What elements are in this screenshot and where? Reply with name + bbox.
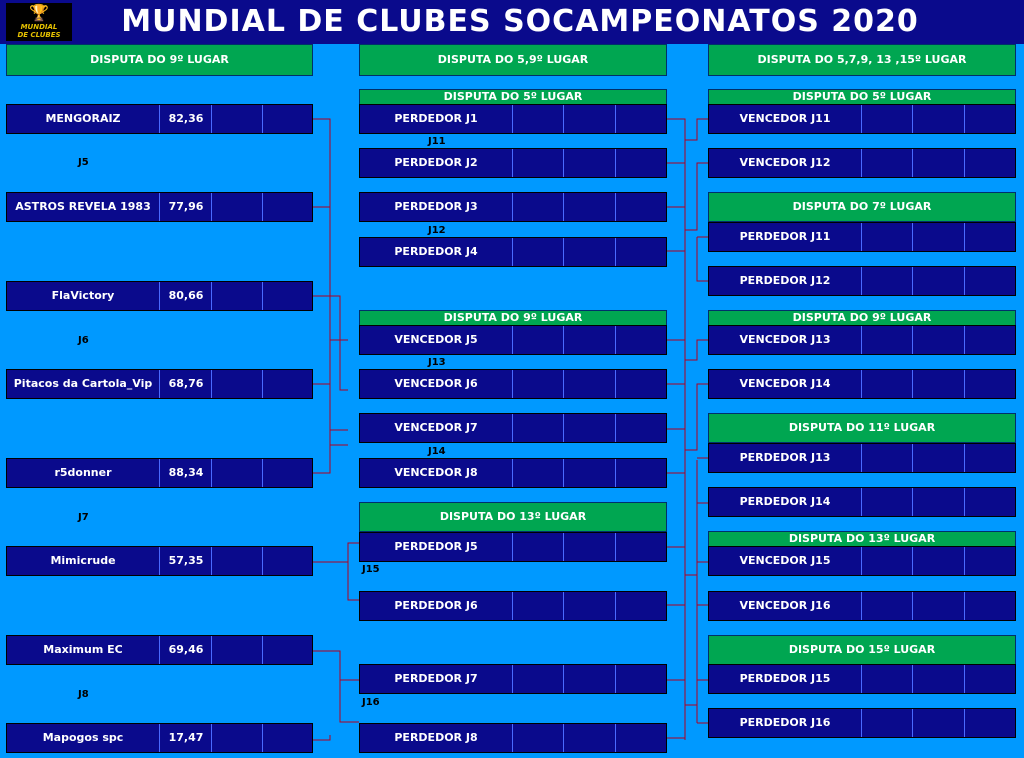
bracket-row <box>708 487 1016 517</box>
team-row <box>6 281 313 311</box>
team-name: FlaVictory <box>51 289 115 302</box>
score-cell <box>912 444 964 472</box>
score-cell <box>563 665 615 693</box>
col2-heading: DISPUTA DO 5,9º LUGAR <box>359 44 667 76</box>
team-name: VENCEDOR J13 <box>739 333 831 346</box>
bracket-row <box>708 266 1016 296</box>
team-name: VENCEDOR J16 <box>739 599 831 612</box>
score-cell <box>912 709 964 737</box>
game-label-j7: J7 <box>78 512 89 523</box>
score-cell <box>512 370 564 398</box>
score-cell <box>912 105 964 133</box>
col3-heading: DISPUTA DO 5,7,9, 13 ,15º LUGAR <box>708 44 1016 76</box>
score-cell <box>262 459 314 487</box>
score-cell <box>211 193 263 221</box>
score-cell <box>861 665 913 693</box>
score-cell <box>964 370 1016 398</box>
team-name: PERDEDOR J7 <box>394 672 478 685</box>
score-cell <box>964 488 1016 516</box>
score-cell <box>912 370 964 398</box>
score-cell <box>964 592 1016 620</box>
game-label-j6: J6 <box>78 335 89 346</box>
logo-subtext: DE CLUBES <box>17 31 61 39</box>
score-cell <box>861 267 913 295</box>
team-name: VENCEDOR J14 <box>739 377 831 390</box>
game-label-j5: J5 <box>78 157 89 168</box>
team-score: 80,66 <box>159 282 212 310</box>
score-cell <box>615 193 667 221</box>
col3-section-11th: DISPUTA DO 11º LUGAR <box>708 413 1016 443</box>
score-cell <box>615 724 667 752</box>
score-cell <box>912 326 964 354</box>
score-cell <box>211 636 263 664</box>
score-cell <box>861 547 913 575</box>
score-cell <box>262 636 314 664</box>
col2-section-5th: DISPUTA DO 5º LUGAR <box>359 89 667 105</box>
bracket-row <box>359 458 667 488</box>
team-row <box>6 458 313 488</box>
game-label-j13: J13 <box>428 357 446 368</box>
bracket-row <box>708 369 1016 399</box>
bracket-row <box>708 104 1016 134</box>
team-row <box>6 546 313 576</box>
score-cell <box>211 370 263 398</box>
score-cell <box>563 724 615 752</box>
team-name: PERDEDOR J12 <box>739 274 831 287</box>
team-name: Maximum EC <box>43 643 123 656</box>
score-cell <box>615 370 667 398</box>
team-name: PERDEDOR J15 <box>739 672 831 685</box>
score-cell <box>964 149 1016 177</box>
team-name: PERDEDOR J3 <box>394 200 478 213</box>
team-row <box>6 723 313 753</box>
score-cell <box>563 149 615 177</box>
score-cell <box>912 592 964 620</box>
game-label-j16: J16 <box>362 697 380 708</box>
team-name: ASTROS REVELA 1983 <box>15 200 151 213</box>
score-cell <box>912 665 964 693</box>
score-cell <box>861 444 913 472</box>
score-cell <box>563 414 615 442</box>
team-name: PERDEDOR J11 <box>739 230 831 243</box>
team-score: 69,46 <box>159 636 212 664</box>
score-cell <box>912 488 964 516</box>
score-cell <box>211 547 263 575</box>
bracket-row <box>359 532 667 562</box>
score-cell <box>563 370 615 398</box>
team-name: PERDEDOR J5 <box>394 540 478 553</box>
score-cell <box>262 105 314 133</box>
score-cell <box>512 238 564 266</box>
logo-text: MUNDIAL <box>20 23 58 31</box>
team-score: 82,36 <box>159 105 212 133</box>
team-name: MENGORAIZ <box>45 112 121 125</box>
score-cell <box>912 149 964 177</box>
bracket-row <box>359 413 667 443</box>
score-cell <box>861 326 913 354</box>
score-cell <box>563 533 615 561</box>
team-row <box>6 635 313 665</box>
score-cell <box>964 547 1016 575</box>
page-title: MUNDIAL DE CLUBES SOCAMPEONATOS 2020 <box>121 4 919 39</box>
score-cell <box>512 193 564 221</box>
team-name: VENCEDOR J15 <box>739 554 831 567</box>
team-score: 17,47 <box>159 724 212 752</box>
bracket-row <box>359 148 667 178</box>
col2-section-13th: DISPUTA DO 13º LUGAR <box>359 502 667 532</box>
score-cell <box>861 149 913 177</box>
team-name: VENCEDOR J6 <box>394 377 478 390</box>
team-name: PERDEDOR J8 <box>394 731 478 744</box>
col3-section-7th: DISPUTA DO 7º LUGAR <box>708 192 1016 222</box>
team-name: VENCEDOR J5 <box>394 333 478 346</box>
score-cell <box>615 665 667 693</box>
bracket-row <box>708 591 1016 621</box>
team-score: 68,76 <box>159 370 212 398</box>
team-name: VENCEDOR J8 <box>394 466 478 479</box>
score-cell <box>563 193 615 221</box>
score-cell <box>211 459 263 487</box>
team-row <box>6 104 313 134</box>
team-name: VENCEDOR J12 <box>739 156 831 169</box>
score-cell <box>563 105 615 133</box>
score-cell <box>615 105 667 133</box>
score-cell <box>964 326 1016 354</box>
score-cell <box>512 533 564 561</box>
col3-section-15th: DISPUTA DO 15º LUGAR <box>708 635 1016 665</box>
score-cell <box>512 459 564 487</box>
bracket-row <box>708 546 1016 576</box>
bracket-row <box>708 443 1016 473</box>
score-cell <box>912 547 964 575</box>
col3-section-9th: DISPUTA DO 9º LUGAR <box>708 310 1016 326</box>
team-name: r5donner <box>54 466 112 479</box>
game-label-j12: J12 <box>428 225 446 236</box>
game-label-j11: J11 <box>428 136 446 147</box>
score-cell <box>563 459 615 487</box>
score-cell <box>262 193 314 221</box>
team-name: VENCEDOR J11 <box>739 112 831 125</box>
bracket-row <box>359 591 667 621</box>
score-cell <box>964 709 1016 737</box>
score-cell <box>563 326 615 354</box>
score-cell <box>861 370 913 398</box>
game-label-j8: J8 <box>78 689 89 700</box>
team-name: PERDEDOR J13 <box>739 451 831 464</box>
team-row <box>6 369 313 399</box>
score-cell <box>861 105 913 133</box>
score-cell <box>512 326 564 354</box>
bracket-row <box>708 325 1016 355</box>
score-cell <box>512 592 564 620</box>
bracket-row <box>708 222 1016 252</box>
bracket-row <box>359 104 667 134</box>
score-cell <box>615 149 667 177</box>
score-cell <box>512 414 564 442</box>
team-name: Pitacos da Cartola_Vip <box>13 377 153 390</box>
bracket-row <box>708 664 1016 694</box>
bracket-row <box>359 237 667 267</box>
score-cell <box>563 592 615 620</box>
team-name: PERDEDOR J4 <box>394 245 478 258</box>
score-cell <box>211 724 263 752</box>
team-name: VENCEDOR J7 <box>394 421 478 434</box>
score-cell <box>912 267 964 295</box>
score-cell <box>512 724 564 752</box>
col1-heading: DISPUTA DO 9º LUGAR <box>6 44 313 76</box>
game-label-j14: J14 <box>428 446 446 457</box>
score-cell <box>861 709 913 737</box>
team-row <box>6 192 313 222</box>
bracket-row <box>359 723 667 753</box>
bracket-row <box>359 664 667 694</box>
score-cell <box>512 105 564 133</box>
bracket-row <box>359 192 667 222</box>
score-cell <box>262 282 314 310</box>
score-cell <box>262 370 314 398</box>
score-cell <box>615 326 667 354</box>
team-name: Mapogos spc <box>42 731 124 744</box>
score-cell <box>211 105 263 133</box>
team-name: PERDEDOR J6 <box>394 599 478 612</box>
score-cell <box>861 223 913 251</box>
team-score: 88,34 <box>159 459 212 487</box>
score-cell <box>615 459 667 487</box>
score-cell <box>615 238 667 266</box>
score-cell <box>262 547 314 575</box>
score-cell <box>563 238 615 266</box>
team-score: 57,35 <box>159 547 212 575</box>
score-cell <box>964 267 1016 295</box>
team-score: 77,96 <box>159 193 212 221</box>
score-cell <box>512 149 564 177</box>
score-cell <box>912 223 964 251</box>
score-cell <box>262 724 314 752</box>
bracket-row <box>708 708 1016 738</box>
trophy-icon: 🏆 <box>29 3 49 22</box>
team-name: PERDEDOR J1 <box>394 112 478 125</box>
score-cell <box>964 665 1016 693</box>
score-cell <box>861 592 913 620</box>
team-name: PERDEDOR J2 <box>394 156 478 169</box>
team-name: Mimicrude <box>50 554 116 567</box>
score-cell <box>512 665 564 693</box>
col3-section-5th: DISPUTA DO 5º LUGAR <box>708 89 1016 105</box>
col3-section-13th: DISPUTA DO 13º LUGAR <box>708 531 1016 547</box>
bracket-row <box>708 148 1016 178</box>
bracket-row <box>359 325 667 355</box>
team-name: PERDEDOR J14 <box>739 495 831 508</box>
score-cell <box>615 414 667 442</box>
score-cell <box>615 533 667 561</box>
score-cell <box>211 282 263 310</box>
game-label-j15: J15 <box>362 564 380 575</box>
col2-section-9th: DISPUTA DO 9º LUGAR <box>359 310 667 326</box>
score-cell <box>861 488 913 516</box>
score-cell <box>964 444 1016 472</box>
bracket-row <box>359 369 667 399</box>
team-name: PERDEDOR J16 <box>739 716 831 729</box>
score-cell <box>964 105 1016 133</box>
score-cell <box>615 592 667 620</box>
score-cell <box>964 223 1016 251</box>
